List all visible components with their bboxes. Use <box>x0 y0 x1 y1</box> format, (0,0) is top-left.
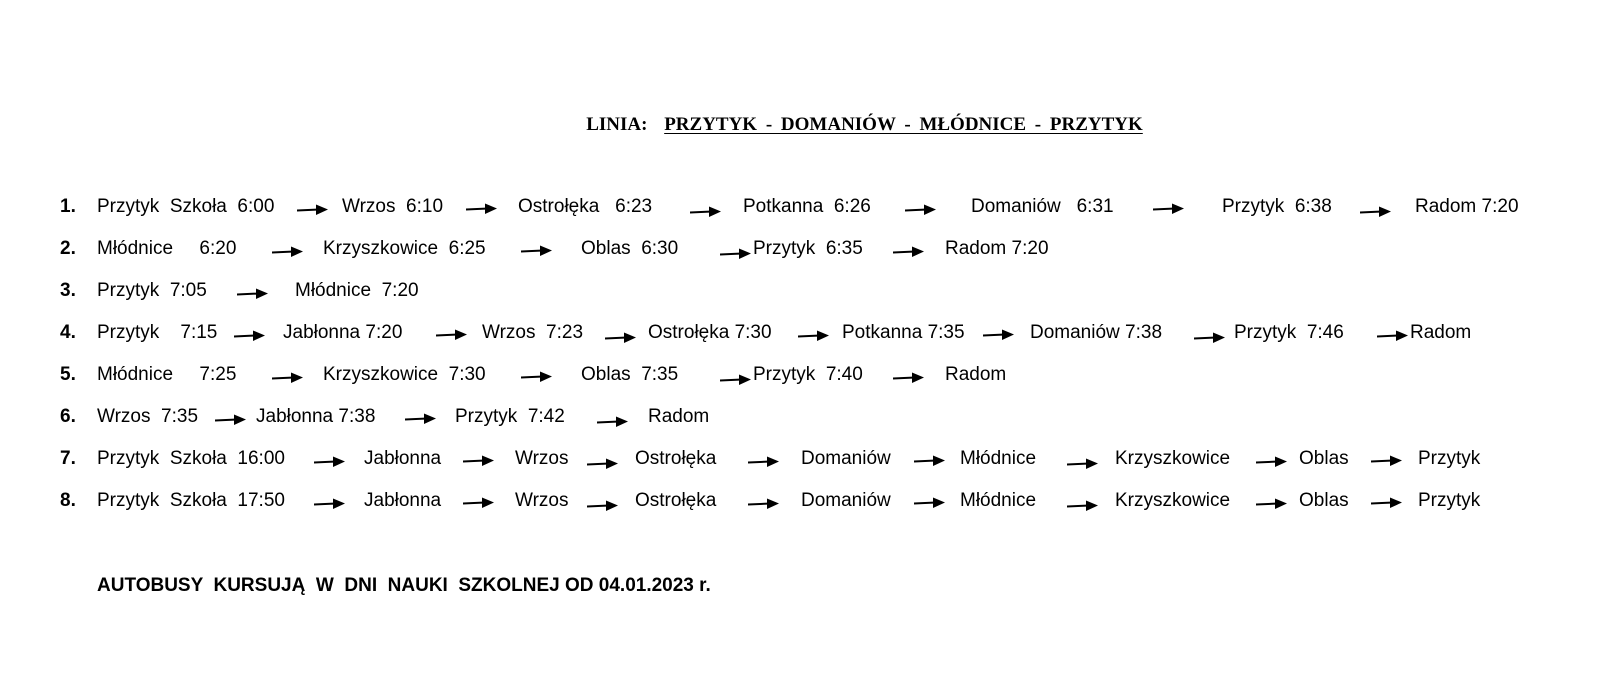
arrow-right-icon <box>1194 332 1226 344</box>
arrow-right-icon <box>466 203 498 215</box>
route-row <box>0 236 1617 266</box>
arrow-right-icon <box>1371 455 1403 467</box>
route-stop: Domaniów 6:31 <box>971 196 1114 217</box>
arrow-right-icon <box>905 204 937 216</box>
arrow-right-icon <box>605 332 637 344</box>
route-stop: Przytyk 7:46 <box>1234 322 1344 343</box>
arrow-right-icon <box>983 329 1015 341</box>
arrow-right-icon <box>1067 500 1099 512</box>
arrow-right-icon <box>463 455 495 467</box>
route-stop: Radom <box>945 364 1007 385</box>
arrow-right-icon <box>914 497 946 509</box>
arrow-right-icon <box>1067 458 1099 470</box>
route-stop: Młódnice 7:20 <box>295 280 419 301</box>
arrow-right-icon <box>234 330 266 342</box>
route-stop: Domaniów 7:38 <box>1030 322 1163 343</box>
route-row <box>0 320 1617 350</box>
route-stop: Młódnice <box>960 448 1037 469</box>
route-stop: Przytyk 7:40 <box>753 364 863 385</box>
arrow-right-icon <box>1256 498 1288 510</box>
route-stop: Ostrołęka 6:23 <box>518 196 653 217</box>
route-stop: Jabłonna <box>364 490 442 511</box>
route-stop: Potkanna 6:26 <box>743 196 871 217</box>
arrow-right-icon <box>463 497 495 509</box>
footer-note: AUTOBUSY KURSUJĄ W DNI NAUKI SZKOLNEJ OD 04.01.2023 r. <box>97 575 711 596</box>
arrow-right-icon <box>893 246 925 258</box>
arrow-right-icon <box>521 371 553 383</box>
route-stop: Jabłonna <box>364 448 442 469</box>
arrow-right-icon <box>1360 206 1392 218</box>
route-stop: Domaniów <box>801 490 891 511</box>
route-number: 7. <box>60 448 76 469</box>
route-stop: Krzyszkowice 6:25 <box>323 238 486 259</box>
route-stop: Młódnice <box>960 490 1037 511</box>
route-stop: Przytyk 6:38 <box>1222 196 1332 217</box>
arrow-right-icon <box>798 330 830 342</box>
route-row <box>0 194 1617 224</box>
arrow-right-icon <box>521 245 553 257</box>
route-number: 8. <box>60 490 76 511</box>
arrow-right-icon <box>1371 497 1403 509</box>
route-row <box>0 404 1617 434</box>
route-stop: Młódnice 6:20 <box>97 238 237 259</box>
route-stop: Przytyk 6:35 <box>753 238 863 259</box>
arrow-right-icon <box>914 455 946 467</box>
route-number: 3. <box>60 280 76 301</box>
route-stop: Ostrołęka <box>635 448 717 469</box>
route-number: 5. <box>60 364 76 385</box>
route-stop: Przytyk 7:15 <box>97 322 218 343</box>
route-stop: Radom <box>648 406 710 427</box>
route-stop: Krzyszkowice <box>1115 448 1231 469</box>
title-line <box>586 114 1143 136</box>
route-row <box>0 278 1617 308</box>
route-stop: Radom <box>1410 322 1472 343</box>
route-stop: Radom 7:20 <box>1415 196 1519 217</box>
arrow-right-icon <box>405 413 437 425</box>
route-row <box>0 488 1617 518</box>
route-stop: Młódnice 7:25 <box>97 364 237 385</box>
route-stop: Wrzos 7:23 <box>482 322 584 343</box>
route-stop: Wrzos 7:35 <box>97 406 199 427</box>
arrow-right-icon <box>720 248 752 260</box>
arrow-right-icon <box>1153 203 1185 215</box>
route-stop: Wrzos <box>515 448 569 469</box>
route-stop: Przytyk Szkoła 17:50 <box>97 490 285 511</box>
arrow-right-icon <box>893 372 925 384</box>
route-stop: Jabłonna 7:20 <box>283 322 403 343</box>
page-title <box>0 114 1617 136</box>
route-stop: Oblas <box>1299 448 1349 469</box>
route-stop: Radom 7:20 <box>945 238 1049 259</box>
route-stop: Przytyk Szkoła 6:00 <box>97 196 275 217</box>
arrow-right-icon <box>597 416 629 428</box>
route-stop: Potkanna 7:35 <box>842 322 965 343</box>
route-number: 4. <box>60 322 76 343</box>
route-stop: Jabłonna 7:38 <box>256 406 376 427</box>
route-row <box>0 446 1617 476</box>
route-stop: Krzyszkowice <box>1115 490 1231 511</box>
route-stop: Domaniów <box>801 448 891 469</box>
route-stop: Ostrołęka <box>635 490 717 511</box>
route-stop: Oblas 6:30 <box>581 238 679 259</box>
route-stop: Przytyk 7:42 <box>455 406 565 427</box>
arrow-right-icon <box>215 414 247 426</box>
arrow-right-icon <box>720 374 752 386</box>
arrow-right-icon <box>237 288 269 300</box>
route-stop: Przytyk 7:05 <box>97 280 207 301</box>
arrow-right-icon <box>587 500 619 512</box>
arrow-right-icon <box>748 456 780 468</box>
arrow-right-icon <box>272 372 304 384</box>
route-stop: Wrzos <box>515 490 569 511</box>
arrow-right-icon <box>436 329 468 341</box>
route-stop: Oblas 7:35 <box>581 364 679 385</box>
arrow-right-icon <box>587 458 619 470</box>
title-prefix: LINIA: <box>586 114 648 135</box>
route-stop: Ostrołęka 7:30 <box>648 322 772 343</box>
arrow-right-icon <box>272 246 304 258</box>
arrow-right-icon <box>297 204 329 216</box>
arrow-right-icon <box>314 456 346 468</box>
route-number: 6. <box>60 406 76 427</box>
arrow-right-icon <box>314 498 346 510</box>
title-route: PRZYTYK - DOMANIÓW - MŁÓDNICE - PRZYTYK <box>664 114 1143 135</box>
route-stop: Wrzos 6:10 <box>342 196 444 217</box>
route-stop: Oblas <box>1299 490 1349 511</box>
route-number: 1. <box>60 196 76 217</box>
arrow-right-icon <box>1256 456 1288 468</box>
route-stop: Przytyk <box>1418 490 1481 511</box>
route-stop: Przytyk <box>1418 448 1481 469</box>
arrow-right-icon <box>1377 330 1409 342</box>
arrow-right-icon <box>690 206 722 218</box>
route-row <box>0 362 1617 392</box>
route-stop: Przytyk Szkoła 16:00 <box>97 448 285 469</box>
route-number: 2. <box>60 238 76 259</box>
arrow-right-icon <box>748 498 780 510</box>
route-stop: Krzyszkowice 7:30 <box>323 364 486 385</box>
